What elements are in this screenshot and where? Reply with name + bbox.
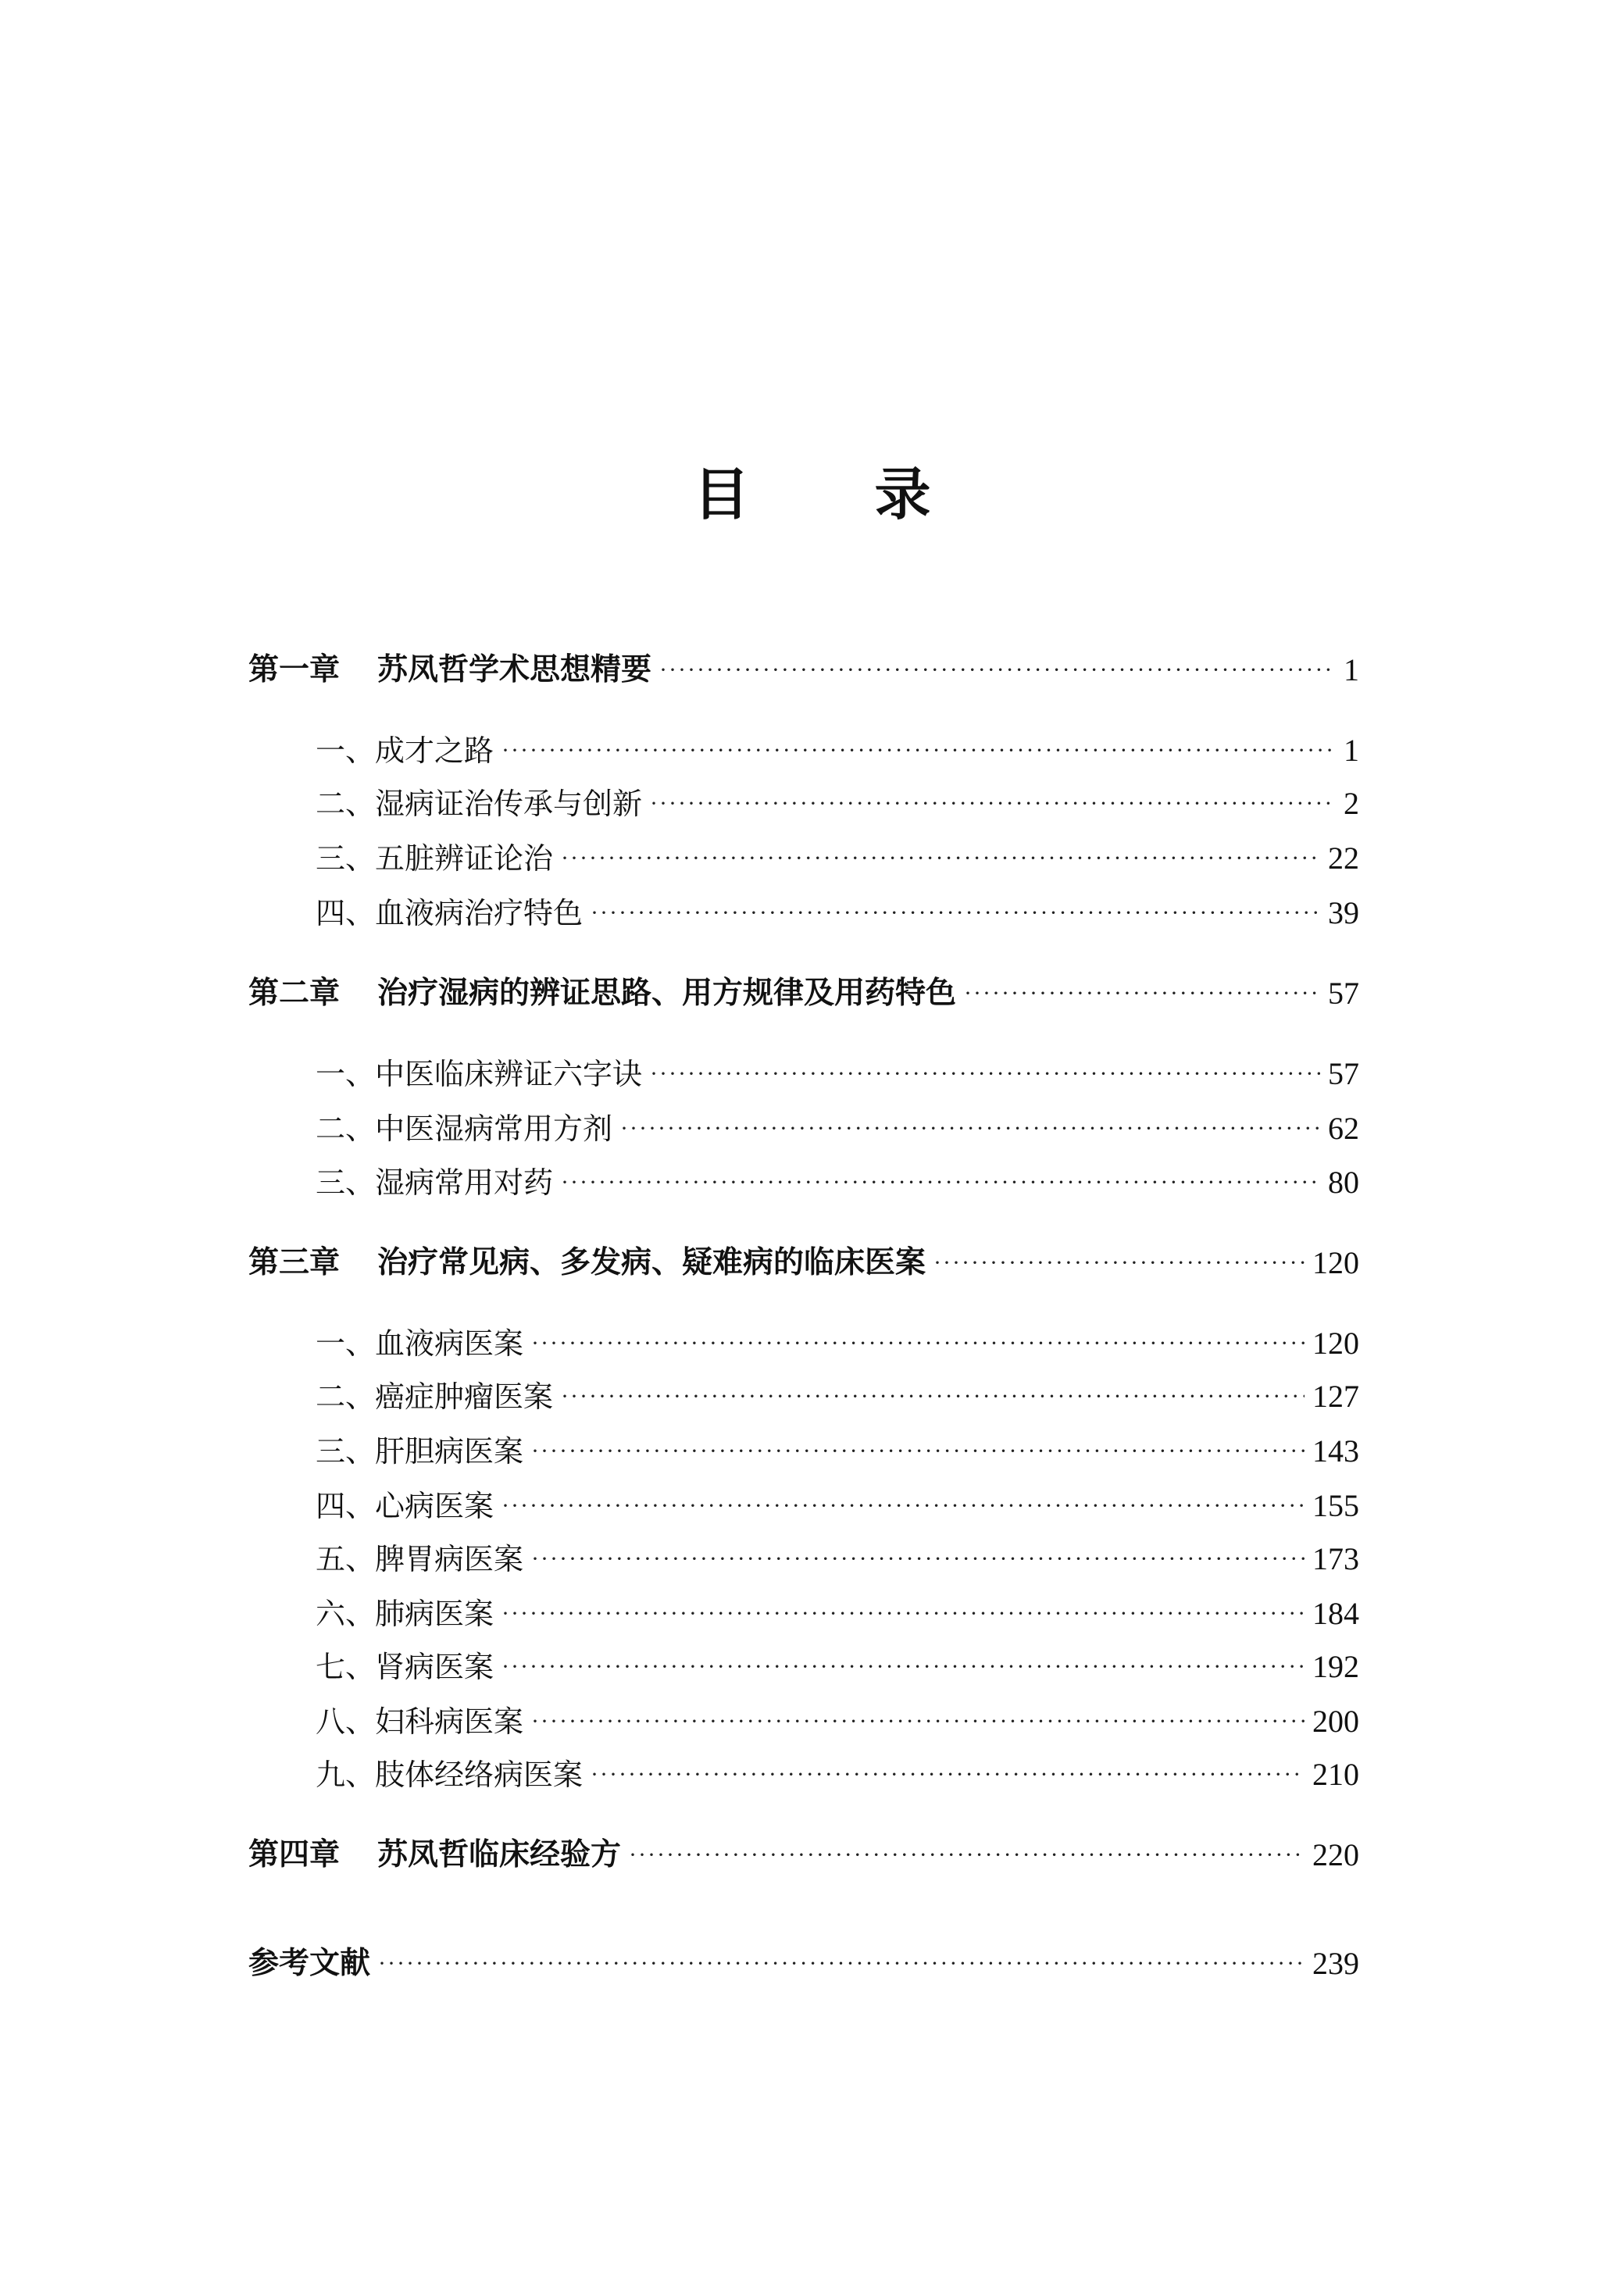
chapter-number: 第二章 — [248, 976, 341, 1011]
toc-section-entry[interactable] — [316, 891, 1359, 935]
page-number: 57 — [1328, 1056, 1359, 1091]
entry-title: 二、癌症肿瘤医案 — [316, 1379, 554, 1414]
toc-chapter-entry[interactable] — [248, 648, 1359, 692]
page-number: 62 — [1328, 1111, 1359, 1146]
page-number: 57 — [1328, 976, 1359, 1011]
dot-leader — [501, 1484, 1305, 1528]
entry-title: 三、湿病常用对药 — [316, 1165, 554, 1200]
toc-chapter-entry[interactable] — [248, 1833, 1359, 1877]
dot-leader — [501, 1645, 1305, 1689]
dot-leader — [561, 1375, 1305, 1419]
page-number: 1 — [1344, 652, 1359, 687]
entry-title: 四、心病医案 — [316, 1489, 494, 1523]
page-number: 120 — [1312, 1245, 1359, 1280]
toc-section-entry[interactable] — [316, 1107, 1359, 1151]
dot-leader — [591, 1753, 1305, 1797]
toc-section-entry[interactable] — [316, 1700, 1359, 1744]
toc-section-entry[interactable] — [316, 1052, 1359, 1096]
entry-title: 一、成才之路 — [316, 733, 494, 768]
toc-section-entry[interactable] — [316, 782, 1359, 826]
dot-leader — [531, 1537, 1305, 1581]
entry-title: 六、肺病医案 — [316, 1597, 494, 1631]
entry-title: 治疗常见病、多发病、疑难病的临床医案 — [377, 1245, 926, 1280]
chapter-number: 第一章 — [248, 652, 341, 687]
dot-leader — [501, 729, 1336, 773]
entry-title: 苏凤哲临床经验方 — [377, 1837, 622, 1872]
page-number: 210 — [1312, 1757, 1359, 1792]
dot-leader — [933, 1241, 1305, 1285]
page-number: 184 — [1312, 1596, 1359, 1631]
page-number: 127 — [1312, 1379, 1359, 1414]
dot-leader — [531, 1700, 1305, 1744]
entry-title: 三、五脏辨证论治 — [316, 841, 554, 876]
toc-section-entry[interactable] — [316, 1322, 1359, 1365]
entry-title: 八、妇科病医案 — [316, 1704, 524, 1739]
entry-title: 七、肾病医案 — [316, 1650, 494, 1684]
toc-section-entry[interactable] — [316, 1592, 1359, 1636]
toc-section-entry[interactable] — [316, 1161, 1359, 1205]
toc-section-entry[interactable] — [316, 1537, 1359, 1581]
dot-leader — [964, 972, 1320, 1015]
chapter-number: 第四章 — [248, 1837, 341, 1872]
entry-title: 九、肢体经络病医案 — [316, 1758, 584, 1792]
dot-leader — [650, 782, 1336, 826]
toc-section-entry[interactable] — [316, 1375, 1359, 1419]
entry-title: 三、肝胆病医案 — [316, 1434, 524, 1469]
dot-leader — [561, 1161, 1320, 1205]
page-number: 192 — [1312, 1649, 1359, 1684]
dot-leader — [650, 1052, 1320, 1096]
chapter-number: 第三章 — [248, 1245, 341, 1280]
title-char: 目 — [693, 462, 750, 527]
dot-leader — [561, 837, 1320, 880]
dot-leader — [591, 891, 1320, 935]
toc-chapter-entry[interactable] — [248, 1942, 1359, 1986]
toc-section-entry[interactable] — [316, 1429, 1359, 1473]
title-char: 录 — [874, 462, 931, 527]
page-number: 39 — [1328, 895, 1359, 930]
toc-section-entry[interactable] — [316, 729, 1359, 773]
entry-title: 苏凤哲学术思想精要 — [377, 652, 652, 687]
entry-title: 二、湿病证治传承与创新 — [316, 787, 643, 821]
dot-leader — [620, 1107, 1320, 1151]
entry-title: 一、中医临床辨证六字诀 — [316, 1057, 643, 1091]
entry-title: 参考文献 — [248, 1946, 371, 1981]
entry-title: 治疗湿病的辨证思路、用方规律及用药特色 — [377, 976, 957, 1011]
dot-leader — [629, 1833, 1305, 1877]
page-number: 155 — [1312, 1488, 1359, 1523]
dot-leader — [531, 1429, 1305, 1473]
dot-leader — [531, 1322, 1305, 1365]
entry-title: 四、血液病治疗特色 — [316, 896, 584, 930]
page-number: 1 — [1344, 733, 1359, 768]
page-number: 80 — [1328, 1165, 1359, 1200]
dot-leader — [378, 1942, 1305, 1986]
page-number: 239 — [1312, 1946, 1359, 1981]
entry-title: 五、脾胃病医案 — [316, 1542, 524, 1576]
dot-leader — [659, 648, 1336, 692]
entry-title: 二、中医湿病常用方剂 — [316, 1112, 613, 1146]
page-number: 120 — [1312, 1326, 1359, 1361]
toc-section-entry[interactable] — [316, 837, 1359, 880]
page-number: 173 — [1312, 1541, 1359, 1576]
page-number: 143 — [1312, 1433, 1359, 1469]
toc-chapter-entry[interactable] — [248, 972, 1359, 1015]
page-number: 22 — [1328, 841, 1359, 876]
page-title — [0, 449, 1624, 530]
page-number: 200 — [1312, 1704, 1359, 1739]
toc-chapter-entry[interactable] — [248, 1241, 1359, 1285]
page-number: 220 — [1312, 1837, 1359, 1872]
page-number: 2 — [1344, 786, 1359, 821]
toc-section-entry[interactable] — [316, 1484, 1359, 1528]
toc-section-entry[interactable] — [316, 1753, 1359, 1797]
dot-leader — [501, 1592, 1305, 1636]
toc-section-entry[interactable] — [316, 1645, 1359, 1689]
entry-title: 一、血液病医案 — [316, 1326, 524, 1361]
